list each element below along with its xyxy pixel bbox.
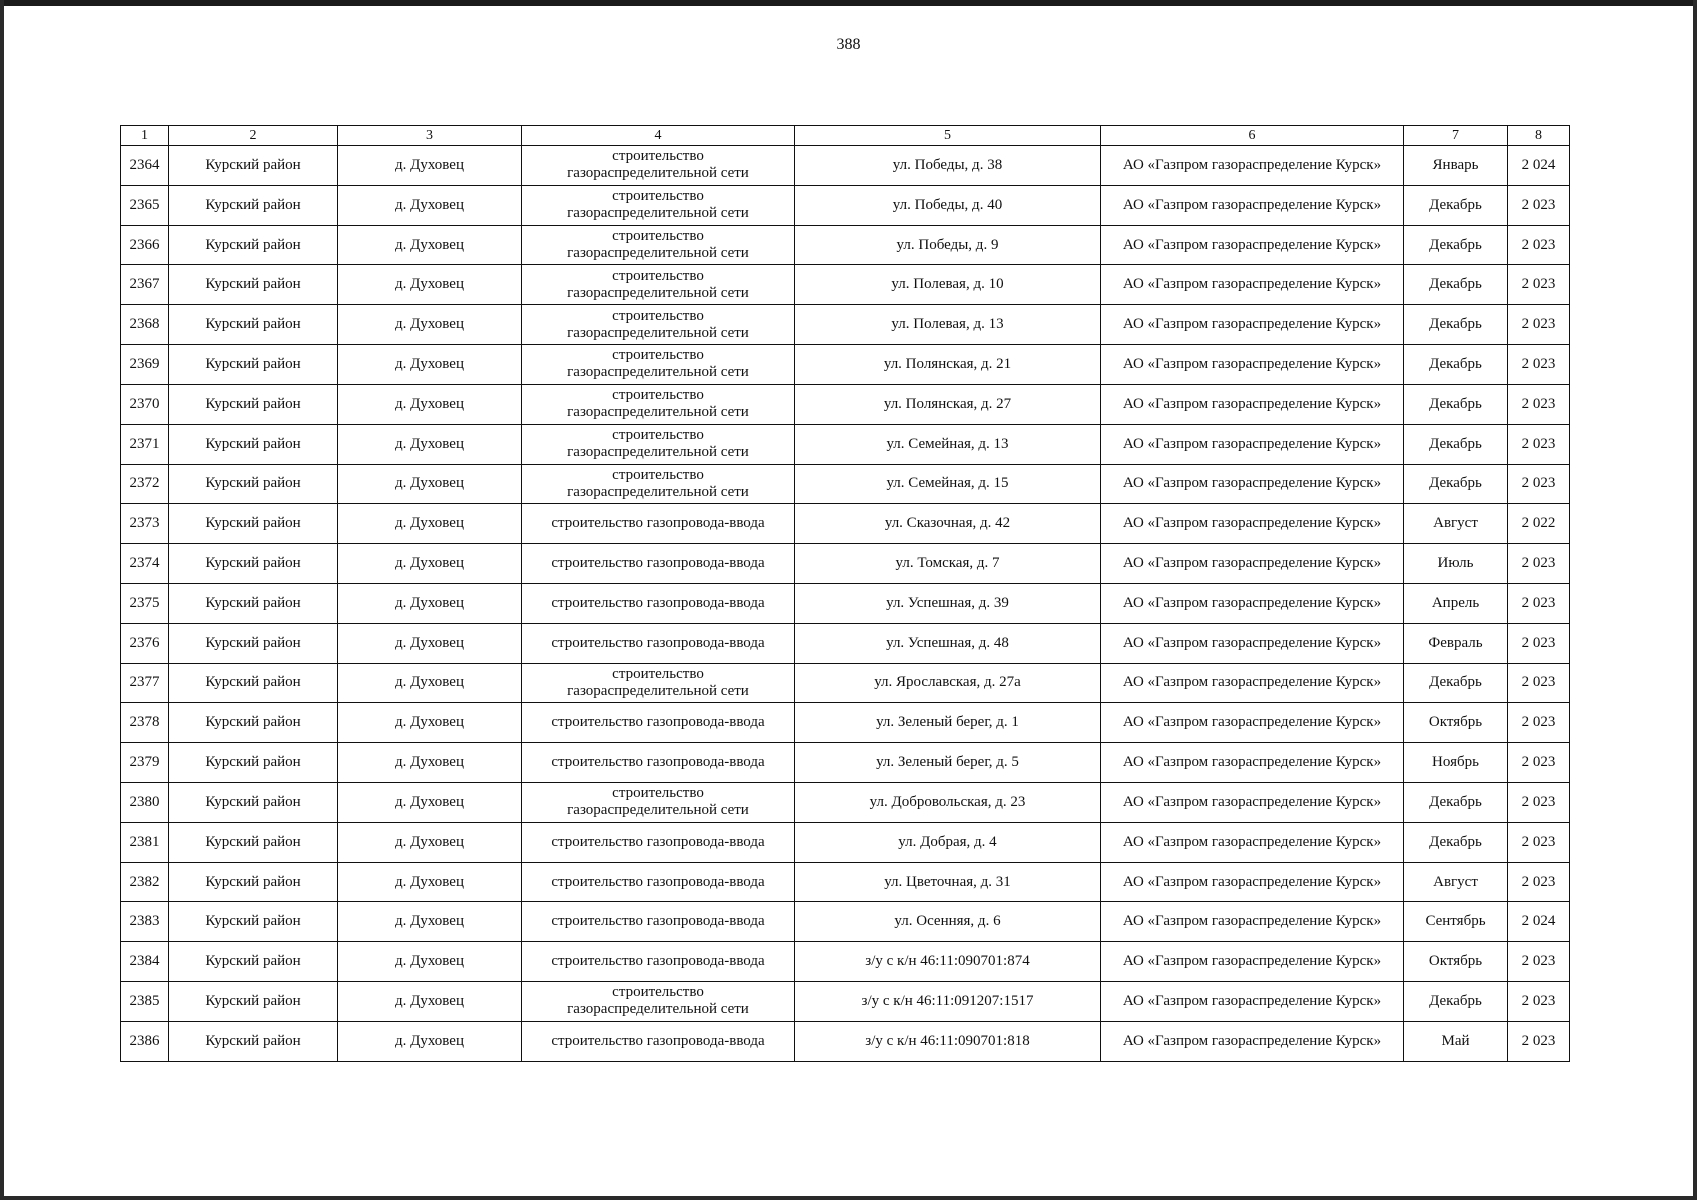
table-row <box>121 345 1570 385</box>
row-number-cell: 2377 <box>121 663 169 703</box>
work-type-line: газораспределительной сети <box>567 165 749 182</box>
gasification-table <box>120 125 1570 1062</box>
table-row <box>121 703 1570 743</box>
work-type-line: газораспределительной сети <box>567 682 749 699</box>
month-cell: Ноябрь <box>1404 743 1508 783</box>
column-header: 6 <box>1101 126 1404 146</box>
district-cell: Курский район <box>169 663 338 703</box>
district-cell: Курский район <box>169 504 338 544</box>
row-number-cell: 2373 <box>121 504 169 544</box>
district-cell: Курский район <box>169 862 338 902</box>
work-type-cell <box>522 743 795 783</box>
settlement-cell: д. Духовец <box>338 146 522 186</box>
month-cell: Декабрь <box>1404 424 1508 464</box>
year-cell: 2 024 <box>1508 902 1570 942</box>
year-cell: 2 023 <box>1508 424 1570 464</box>
address-cell: з/у с к/н 46:11:091207:1517 <box>795 982 1101 1022</box>
organization-cell: АО «Газпром газораспределение Курск» <box>1101 663 1404 703</box>
work-type-line: строительство газопровода-ввода <box>551 515 765 532</box>
work-type-line: строительство <box>612 466 704 483</box>
work-type-cell <box>522 663 795 703</box>
work-type-line: строительство газопровода-ввода <box>551 594 765 611</box>
row-number-cell: 2380 <box>121 783 169 823</box>
address-cell: ул. Томская, д. 7 <box>795 544 1101 584</box>
settlement-cell: д. Духовец <box>338 583 522 623</box>
work-type-line: строительство <box>612 665 704 682</box>
row-number-cell: 2364 <box>121 146 169 186</box>
year-cell: 2 023 <box>1508 783 1570 823</box>
row-number-cell: 2383 <box>121 902 169 942</box>
year-cell: 2 023 <box>1508 544 1570 584</box>
district-cell: Курский район <box>169 305 338 345</box>
district-cell: Курский район <box>169 265 338 305</box>
district-cell: Курский район <box>169 544 338 584</box>
row-number-cell: 2381 <box>121 822 169 862</box>
table-row <box>121 265 1570 305</box>
row-number-cell: 2376 <box>121 623 169 663</box>
address-cell: ул. Полянская, д. 27 <box>795 384 1101 424</box>
row-number-cell: 2382 <box>121 862 169 902</box>
month-cell: Июль <box>1404 544 1508 584</box>
work-type-line: газораспределительной сети <box>567 802 749 819</box>
work-type-line: строительство <box>612 427 704 444</box>
row-number-cell: 2368 <box>121 305 169 345</box>
month-cell: Декабрь <box>1404 384 1508 424</box>
month-cell: Декабрь <box>1404 305 1508 345</box>
month-cell: Октябрь <box>1404 942 1508 982</box>
organization-cell: АО «Газпром газораспределение Курск» <box>1101 305 1404 345</box>
row-number-cell: 2371 <box>121 424 169 464</box>
work-type-line: строительство <box>612 267 704 284</box>
settlement-cell: д. Духовец <box>338 623 522 663</box>
table-row <box>121 146 1570 186</box>
table-row <box>121 663 1570 703</box>
settlement-cell: д. Духовец <box>338 305 522 345</box>
month-cell: Декабрь <box>1404 783 1508 823</box>
table-row <box>121 464 1570 504</box>
table-body <box>121 146 1570 1062</box>
month-cell: Декабрь <box>1404 185 1508 225</box>
table-row <box>121 424 1570 464</box>
table-row <box>121 305 1570 345</box>
work-type-line: строительство <box>612 387 704 404</box>
district-cell: Курский район <box>169 942 338 982</box>
work-type-cell <box>522 424 795 464</box>
year-cell: 2 023 <box>1508 464 1570 504</box>
month-cell: Май <box>1404 1021 1508 1061</box>
organization-cell: АО «Газпром газораспределение Курск» <box>1101 146 1404 186</box>
work-type-line: газораспределительной сети <box>567 1001 749 1018</box>
address-cell: ул. Полянская, д. 21 <box>795 345 1101 385</box>
address-cell: ул. Добровольская, д. 23 <box>795 783 1101 823</box>
settlement-cell: д. Духовец <box>338 1021 522 1061</box>
row-number-cell: 2375 <box>121 583 169 623</box>
organization-cell: АО «Газпром газораспределение Курск» <box>1101 345 1404 385</box>
row-number-cell: 2374 <box>121 544 169 584</box>
table-row <box>121 743 1570 783</box>
table-row <box>121 982 1570 1022</box>
row-number-cell: 2367 <box>121 265 169 305</box>
settlement-cell: д. Духовец <box>338 663 522 703</box>
month-cell: Февраль <box>1404 623 1508 663</box>
work-type-cell <box>522 265 795 305</box>
year-cell: 2 024 <box>1508 146 1570 186</box>
district-cell: Курский район <box>169 623 338 663</box>
year-cell: 2 023 <box>1508 862 1570 902</box>
settlement-cell: д. Духовец <box>338 544 522 584</box>
work-type-line: строительство газопровода-ввода <box>551 1032 765 1049</box>
address-cell: ул. Сказочная, д. 42 <box>795 504 1101 544</box>
settlement-cell: д. Духовец <box>338 862 522 902</box>
address-cell: ул. Успешная, д. 39 <box>795 583 1101 623</box>
organization-cell: АО «Газпром газораспределение Курск» <box>1101 982 1404 1022</box>
address-cell: ул. Зеленый берег, д. 5 <box>795 743 1101 783</box>
work-type-cell <box>522 464 795 504</box>
work-type-line: строительство газопровода-ввода <box>551 634 765 651</box>
year-cell: 2 023 <box>1508 384 1570 424</box>
row-number-cell: 2378 <box>121 703 169 743</box>
district-cell: Курский район <box>169 185 338 225</box>
work-type-line: строительство <box>612 785 704 802</box>
organization-cell: АО «Газпром газораспределение Курск» <box>1101 862 1404 902</box>
work-type-line: строительство <box>612 188 704 205</box>
address-cell: ул. Цветочная, д. 31 <box>795 862 1101 902</box>
organization-cell: АО «Газпром газораспределение Курск» <box>1101 703 1404 743</box>
work-type-cell <box>522 583 795 623</box>
work-type-line: строительство <box>612 228 704 245</box>
district-cell: Курский район <box>169 384 338 424</box>
table-row <box>121 862 1570 902</box>
organization-cell: АО «Газпром газораспределение Курск» <box>1101 902 1404 942</box>
work-type-cell <box>522 623 795 663</box>
scan-border-right <box>1693 0 1697 1200</box>
district-cell: Курский район <box>169 982 338 1022</box>
year-cell: 2 023 <box>1508 822 1570 862</box>
district-cell: Курский район <box>169 822 338 862</box>
month-cell: Август <box>1404 862 1508 902</box>
work-type-line: строительство <box>612 307 704 324</box>
scan-border-left <box>0 0 4 1200</box>
row-number-cell: 2369 <box>121 345 169 385</box>
work-type-cell <box>522 504 795 544</box>
settlement-cell: д. Духовец <box>338 982 522 1022</box>
month-cell: Октябрь <box>1404 703 1508 743</box>
row-number-cell: 2366 <box>121 225 169 265</box>
settlement-cell: д. Духовец <box>338 265 522 305</box>
table-row <box>121 225 1570 265</box>
work-type-line: строительство газопровода-ввода <box>551 953 765 970</box>
month-cell: Декабрь <box>1404 225 1508 265</box>
table-row <box>121 583 1570 623</box>
table-row <box>121 185 1570 225</box>
year-cell: 2 023 <box>1508 663 1570 703</box>
organization-cell: АО «Газпром газораспределение Курск» <box>1101 185 1404 225</box>
organization-cell: АО «Газпром газораспределение Курск» <box>1101 623 1404 663</box>
column-header: 5 <box>795 126 1101 146</box>
month-cell: Апрель <box>1404 583 1508 623</box>
row-number-cell: 2379 <box>121 743 169 783</box>
district-cell: Курский район <box>169 703 338 743</box>
table-row <box>121 504 1570 544</box>
year-cell: 2 023 <box>1508 305 1570 345</box>
work-type-cell <box>522 384 795 424</box>
organization-cell: АО «Газпром газораспределение Курск» <box>1101 822 1404 862</box>
year-cell: 2 023 <box>1508 743 1570 783</box>
work-type-cell <box>522 185 795 225</box>
work-type-cell <box>522 544 795 584</box>
work-type-cell <box>522 942 795 982</box>
work-type-cell <box>522 703 795 743</box>
row-number-cell: 2372 <box>121 464 169 504</box>
row-number-cell: 2384 <box>121 942 169 982</box>
work-type-cell <box>522 982 795 1022</box>
table-row <box>121 822 1570 862</box>
work-type-cell <box>522 345 795 385</box>
work-type-line: строительство газопровода-ввода <box>551 754 765 771</box>
work-type-cell <box>522 225 795 265</box>
organization-cell: АО «Газпром газораспределение Курск» <box>1101 464 1404 504</box>
work-type-line: газораспределительной сети <box>567 324 749 341</box>
column-header: 3 <box>338 126 522 146</box>
organization-cell: АО «Газпром газораспределение Курск» <box>1101 225 1404 265</box>
organization-cell: АО «Газпром газораспределение Курск» <box>1101 265 1404 305</box>
district-cell: Курский район <box>169 464 338 504</box>
year-cell: 2 023 <box>1508 583 1570 623</box>
district-cell: Курский район <box>169 743 338 783</box>
address-cell: ул. Осенняя, д. 6 <box>795 902 1101 942</box>
settlement-cell: д. Духовец <box>338 225 522 265</box>
work-type-cell <box>522 783 795 823</box>
organization-cell: АО «Газпром газораспределение Курск» <box>1101 942 1404 982</box>
month-cell: Январь <box>1404 146 1508 186</box>
address-cell: з/у с к/н 46:11:090701:818 <box>795 1021 1101 1061</box>
work-type-cell <box>522 902 795 942</box>
year-cell: 2 023 <box>1508 1021 1570 1061</box>
settlement-cell: д. Духовец <box>338 345 522 385</box>
work-type-line: строительство <box>612 984 704 1001</box>
year-cell: 2 023 <box>1508 982 1570 1022</box>
month-cell: Декабрь <box>1404 982 1508 1022</box>
address-cell: ул. Ярославская, д. 27а <box>795 663 1101 703</box>
address-cell: ул. Победы, д. 9 <box>795 225 1101 265</box>
work-type-line: газораспределительной сети <box>567 205 749 222</box>
table-row <box>121 942 1570 982</box>
address-cell: ул. Семейная, д. 15 <box>795 464 1101 504</box>
organization-cell: АО «Газпром газораспределение Курск» <box>1101 583 1404 623</box>
table-row <box>121 623 1570 663</box>
address-cell: ул. Полевая, д. 10 <box>795 265 1101 305</box>
work-type-line: газораспределительной сети <box>567 444 749 461</box>
settlement-cell: д. Духовец <box>338 942 522 982</box>
month-cell: Декабрь <box>1404 464 1508 504</box>
work-type-line: газораспределительной сети <box>567 284 749 301</box>
address-cell: ул. Победы, д. 40 <box>795 185 1101 225</box>
year-cell: 2 023 <box>1508 265 1570 305</box>
work-type-cell <box>522 146 795 186</box>
work-type-line: строительство газопровода-ввода <box>551 833 765 850</box>
work-type-cell <box>522 1021 795 1061</box>
table-row <box>121 902 1570 942</box>
scan-border-top <box>0 0 1697 6</box>
district-cell: Курский район <box>169 225 338 265</box>
work-type-line: газораспределительной сети <box>567 404 749 421</box>
settlement-cell: д. Духовец <box>338 783 522 823</box>
settlement-cell: д. Духовец <box>338 504 522 544</box>
address-cell: ул. Добрая, д. 4 <box>795 822 1101 862</box>
work-type-line: строительство <box>612 347 704 364</box>
table-row <box>121 1021 1570 1061</box>
organization-cell: АО «Газпром газораспределение Курск» <box>1101 1021 1404 1061</box>
year-cell: 2 023 <box>1508 623 1570 663</box>
district-cell: Курский район <box>169 783 338 823</box>
settlement-cell: д. Духовец <box>338 185 522 225</box>
year-cell: 2 023 <box>1508 345 1570 385</box>
district-cell: Курский район <box>169 583 338 623</box>
month-cell: Декабрь <box>1404 265 1508 305</box>
column-number-row <box>121 126 1570 146</box>
column-header: 1 <box>121 126 169 146</box>
page-number: 388 <box>836 36 861 53</box>
year-cell: 2 022 <box>1508 504 1570 544</box>
column-header: 8 <box>1508 126 1570 146</box>
organization-cell: АО «Газпром газораспределение Курск» <box>1101 743 1404 783</box>
table-row <box>121 783 1570 823</box>
work-type-cell <box>522 862 795 902</box>
settlement-cell: д. Духовец <box>338 822 522 862</box>
year-cell: 2 023 <box>1508 703 1570 743</box>
column-header: 7 <box>1404 126 1508 146</box>
row-number-cell: 2370 <box>121 384 169 424</box>
work-type-line: газораспределительной сети <box>567 245 749 262</box>
work-type-cell <box>522 822 795 862</box>
settlement-cell: д. Духовец <box>338 902 522 942</box>
column-header: 4 <box>522 126 795 146</box>
year-cell: 2 023 <box>1508 942 1570 982</box>
work-type-line: строительство газопровода-ввода <box>551 873 765 890</box>
year-cell: 2 023 <box>1508 225 1570 265</box>
address-cell: ул. Зеленый берег, д. 1 <box>795 703 1101 743</box>
row-number-cell: 2365 <box>121 185 169 225</box>
scan-border-bottom <box>0 1196 1697 1200</box>
month-cell: Август <box>1404 504 1508 544</box>
settlement-cell: д. Духовец <box>338 743 522 783</box>
work-type-cell <box>522 305 795 345</box>
row-number-cell: 2385 <box>121 982 169 1022</box>
organization-cell: АО «Газпром газораспределение Курск» <box>1101 544 1404 584</box>
month-cell: Сентябрь <box>1404 902 1508 942</box>
month-cell: Декабрь <box>1404 663 1508 703</box>
district-cell: Курский район <box>169 146 338 186</box>
work-type-line: газораспределительной сети <box>567 483 749 500</box>
work-type-line: газораспределительной сети <box>567 364 749 381</box>
table-row <box>121 544 1570 584</box>
column-header: 2 <box>169 126 338 146</box>
organization-cell: АО «Газпром газораспределение Курск» <box>1101 504 1404 544</box>
organization-cell: АО «Газпром газораспределение Курск» <box>1101 424 1404 464</box>
month-cell: Декабрь <box>1404 822 1508 862</box>
organization-cell: АО «Газпром газораспределение Курск» <box>1101 783 1404 823</box>
month-cell: Декабрь <box>1404 345 1508 385</box>
work-type-line: строительство газопровода-ввода <box>551 714 765 731</box>
settlement-cell: д. Духовец <box>338 384 522 424</box>
district-cell: Курский район <box>169 902 338 942</box>
table-row <box>121 384 1570 424</box>
settlement-cell: д. Духовец <box>338 424 522 464</box>
district-cell: Курский район <box>169 424 338 464</box>
address-cell: ул. Победы, д. 38 <box>795 146 1101 186</box>
address-cell: ул. Семейная, д. 13 <box>795 424 1101 464</box>
row-number-cell: 2386 <box>121 1021 169 1061</box>
work-type-line: строительство газопровода-ввода <box>551 913 765 930</box>
address-cell: ул. Полевая, д. 13 <box>795 305 1101 345</box>
work-type-line: строительство газопровода-ввода <box>551 555 765 572</box>
organization-cell: АО «Газпром газораспределение Курск» <box>1101 384 1404 424</box>
district-cell: Курский район <box>169 345 338 385</box>
work-type-line: строительство <box>612 148 704 165</box>
address-cell: ул. Успешная, д. 48 <box>795 623 1101 663</box>
year-cell: 2 023 <box>1508 185 1570 225</box>
settlement-cell: д. Духовец <box>338 703 522 743</box>
address-cell: з/у с к/н 46:11:090701:874 <box>795 942 1101 982</box>
settlement-cell: д. Духовец <box>338 464 522 504</box>
district-cell: Курский район <box>169 1021 338 1061</box>
